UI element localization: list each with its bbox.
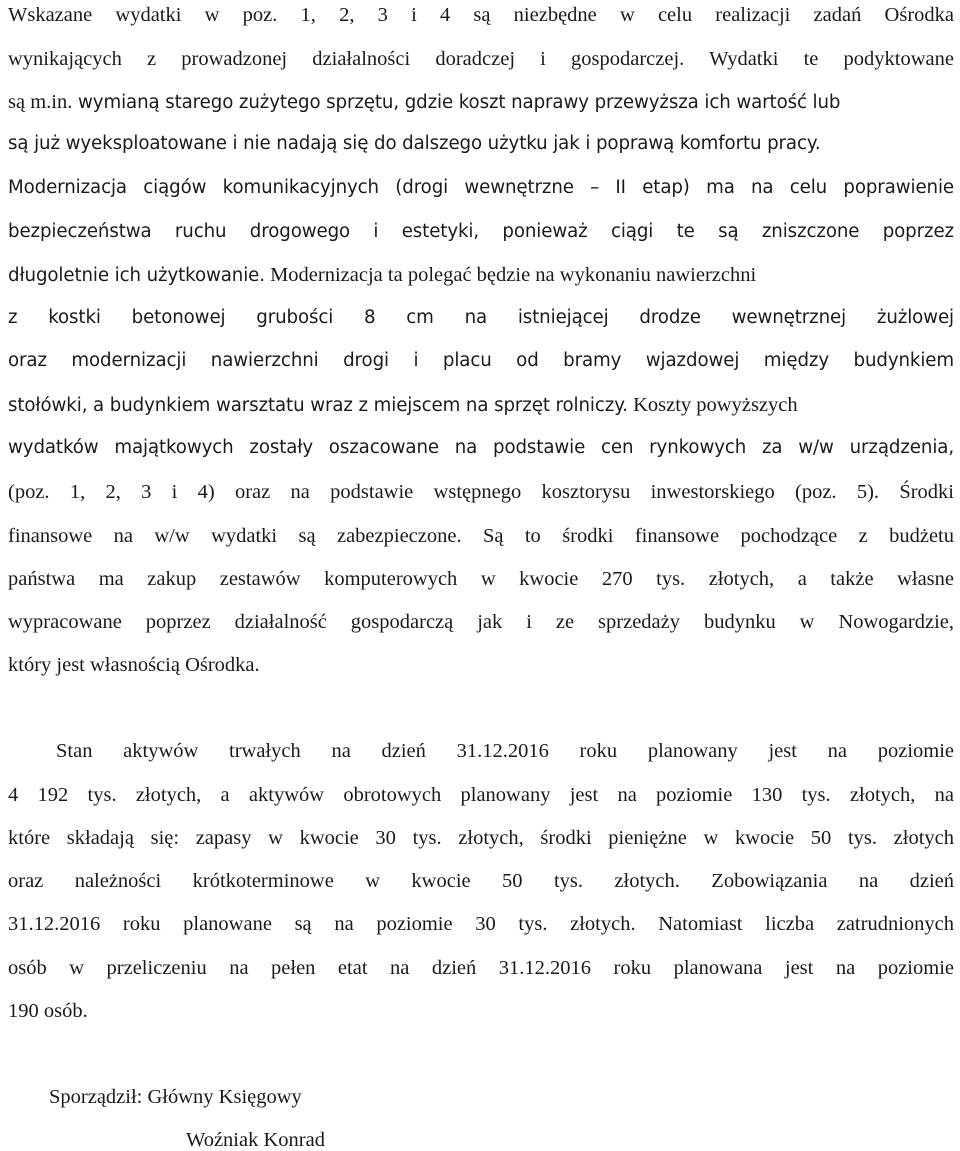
- signature-prepared-by: Sporządził: Główny Księgowy: [49, 1086, 302, 1108]
- signature-name: Woźniak Konrad: [186, 1129, 325, 1151]
- text-line: z kostki betonowej grubości 8 cm na istniejącej drodze wewnętrznej żużlowej: [8, 307, 954, 328]
- text-line: Stan aktywów trwałych na dzień 31.12.2016 roku planowany jest na poziomie: [56, 740, 954, 762]
- text-line: 4 192 tys. złotych, a aktywów obrotowych planowany jest na poziomie 130 tys. złotych, na: [8, 784, 954, 806]
- text-fragment: stołówki, a budynkiem warsztatu wraz z miejscem na sprzęt rolniczy.: [8, 395, 628, 416]
- text-line: Modernizacja ciągów komunikacyjnych (drogi wewnętrzne – II etap) ma na celu poprawienie: [8, 177, 954, 198]
- text-line: [8, 395, 954, 416]
- text-line: państwa ma zakup zestawów komputerowych w kwocie 270 tys. złotych, a także własne: [8, 568, 954, 590]
- text-line: [8, 265, 954, 286]
- text-line: oraz modernizacji nawierzchni drogi i placu od bramy wjazdowej między budynkiem: [8, 350, 954, 371]
- text-line: który jest własnością Ośrodka.: [8, 654, 260, 676]
- text-line: 190 osób.: [8, 1000, 88, 1022]
- text-line: Wskazane wydatki w poz. 1, 2, 3 i 4 są niezbędne w celu realizacji zadań Ośrodka: [8, 4, 954, 26]
- text-fragment: długoletnie ich użytkowanie.: [8, 265, 265, 286]
- text-line: (poz. 1, 2, 3 i 4) oraz na podstawie wstępnego kosztorysu inwestorskiego (poz. 5). Środki: [8, 481, 954, 503]
- text-fragment: Koszty powyższych: [627, 394, 798, 416]
- text-line: finansowe na w/w wydatki są zabezpieczone. Są to środki finansowe pochodzące z budżetu: [8, 525, 954, 547]
- text-line: są już wyeksploatowane i nie nadają się do dalszego użytku jak i poprawą komfortu pracy.: [8, 133, 821, 154]
- text-line: wypracowane poprzez działalność gospodarczą jak i ze sprzedaży budynku w Nowogardzie,: [8, 611, 954, 633]
- text-line: [8, 92, 954, 113]
- text-fragment: są m.in.: [8, 91, 73, 113]
- text-fragment: Modernizacja ta polegać będzie na wykonaniu nawierzchni: [264, 264, 757, 286]
- text-line: osób w przeliczeniu na pełen etat na dzień 31.12.2016 roku planowana jest na poziomie: [8, 957, 954, 979]
- text-line: wynikających z prowadzonej działalności doradczej i gospodarczej. Wydatki te podyktowane: [8, 48, 954, 70]
- text-line: bezpieczeństwa ruchu drogowego i estetyki, ponieważ ciągi te są zniszczone poprzez: [8, 221, 954, 242]
- text-line: 31.12.2016 roku planowane są na poziomie 30 tys. złotych. Natomiast liczba zatrudnionych: [8, 913, 954, 935]
- text-line: oraz należności krótkoterminowe w kwocie 50 tys. złotych. Zobowiązania na dzień: [8, 870, 954, 892]
- text-line: wydatków majątkowych zostały oszacowane na podstawie cen rynkowych za w/w urządzenia,: [8, 437, 954, 458]
- text-line: które składają się: zapasy w kwocie 30 tys. złotych, środki pieniężne w kwocie 50 tys. złotych: [8, 827, 954, 849]
- text-fragment: wymianą starego zużytego sprzętu, gdzie koszt naprawy przewyższa ich wartość lub: [72, 92, 841, 113]
